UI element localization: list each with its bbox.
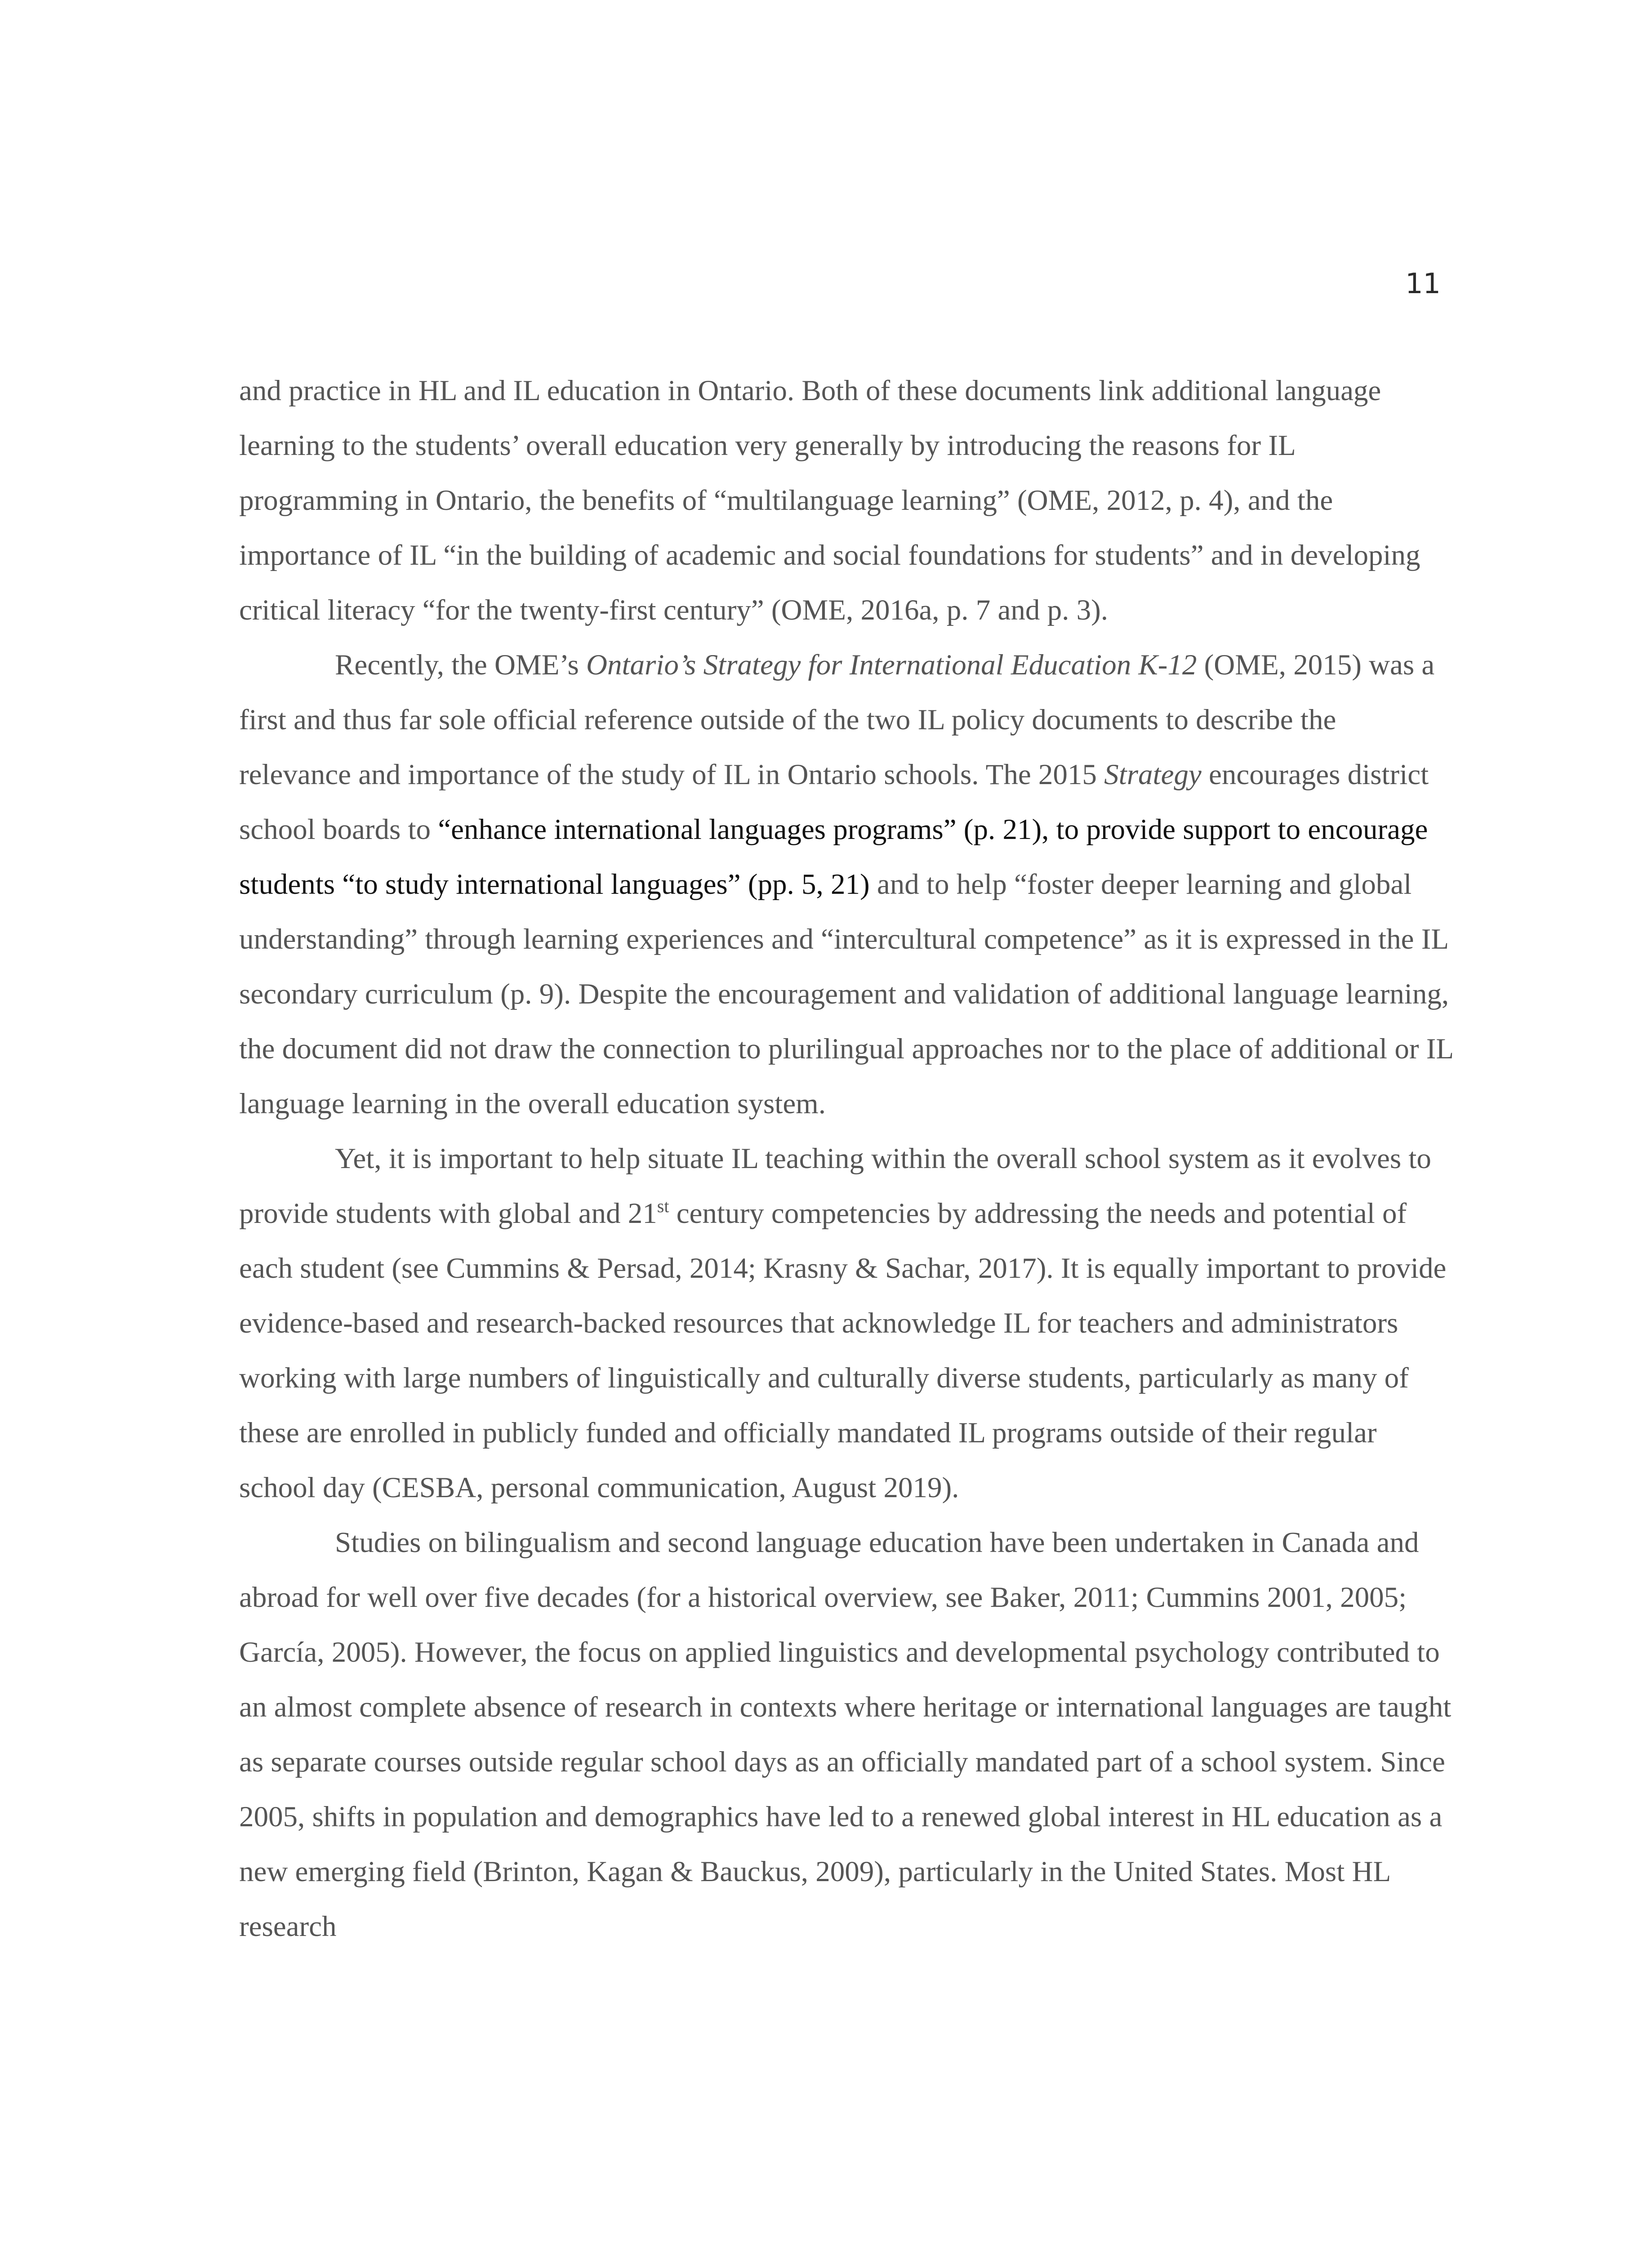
paragraph-2-quote-dark: “enhance international languages programs” (p. 21), to provide support to encourage students “to study international languages” (pp. 5, 21) (239, 813, 1428, 901)
paragraph-2-text-e: encourages district school boards to (239, 758, 1429, 846)
paragraph-3 (239, 1131, 1453, 1515)
paragraph-2-strategy-italic: Strategy (1104, 758, 1202, 791)
paragraph-2 (239, 638, 1453, 1131)
paragraph-3-superscript: st (657, 1196, 669, 1216)
paragraph-1: and practice in HL and IL education in Ontario. Both of these documents link additional language learning to the students’ overall education very generally by introducing the reasons for IL programming in Ontario, the benefits of “multilanguage learning” (OME, 2012, p. 4), and the importance of IL “in the building of academic and social foundations for students” and in developing critical literacy “for the twenty-first century” (OME, 2016a, p. 7 and p. 3). (239, 375, 1420, 626)
paragraph-2-text-a: Recently, the OME’s (335, 649, 587, 681)
paragraph-3-text-a: Yet, it is important to help situate IL teaching within the overall school system as it evolves to provide students with global and 21 (239, 1142, 1431, 1230)
page-number: 11 (1405, 267, 1441, 300)
paragraph-2-text-c: (OME, 2015) was a first and thus far sole official reference outside of the two IL policy documents to describe the relevance and importance of the study of IL in Ontario schools. The 2015 (239, 649, 1435, 791)
paragraph-2-text-g: and to help “foster deeper learning and global understanding” through learning experiences and “intercultural competence” as it is expressed in the IL secondary curriculum (p. 9). Despite the encouragement and validation of additional language learning, the document did not draw the connection to plurilingual approaches nor to the place of additional or IL language learning in the overall education system. (239, 868, 1453, 1120)
paragraph-3-text-b: century competencies by addressing the needs and potential of each student (see Cummins & Persad, 2014; Krasny & Sachar, 2017). It is equally important to provide evidence-based and research-backed resources that acknowledge IL for teachers and administrators working with large numbers of linguistically and culturally diverse students, particularly as many of these are enrolled in publicly funded and officially mandated IL programs outside of their regular school day (CESBA, personal communication, August 2019). (239, 1197, 1447, 1504)
document-body (239, 363, 1453, 1954)
paragraph-4: Studies on bilingualism and second language education have been undertaken in Canada and abroad for well over five decades (for a historical overview, see Baker, 2011; Cummins 2001, 2005; García, 2005). However, the focus on applied linguistics and developmental psychology contributed to an almost complete absence of research in contexts where heritage or international languages are taught as separate courses outside regular school days as an officially mandated part of a school system. Since 2005, shifts in population and demographics have led to a renewed global interest in HL education as a new emerging field (Brinton, Kagan & Bauckus, 2009), particularly in the United States. Most HL research (239, 1526, 1452, 1943)
paragraph-2-title-italic: Ontario’s Strategy for International Education K-12 (586, 649, 1197, 681)
